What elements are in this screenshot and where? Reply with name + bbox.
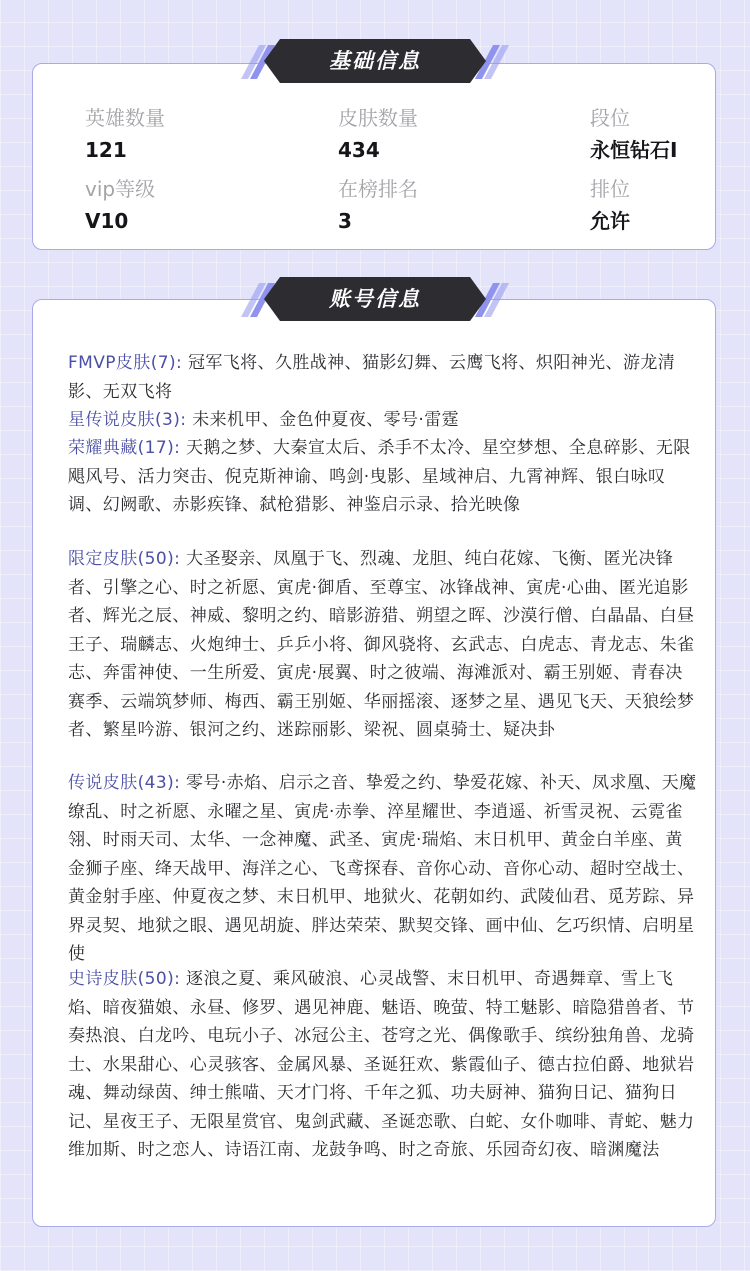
basic-info-title: 基础信息 <box>329 49 421 73</box>
stat-value: 3 <box>338 209 352 233</box>
skin-section-legend <box>68 769 698 969</box>
section-label: 荣耀典藏(17): <box>68 438 181 458</box>
section-items: 冠军飞将、久胜战神、猫影幻舞、云鹰飞将、炽阳神光、游龙清影、无双飞将 <box>68 353 676 402</box>
section-items: 大圣娶亲、凤凰于飞、烈魂、龙胆、纯白花嫁、飞衡、匿光决锋者、引擎之心、时之祈愿、寅虎·御盾、至尊宝、冰锋战神、寅虎·心曲、匿光追影者、辉光之辰、神威、黎明之约、暗影游猎、朔望之晖、沙漠行僧、白晶晶、白昼王子、瑞麟志、火炮绅士、乒乒小将、御风骁将、玄武志、白虎志、青龙志、朱雀志、奔雷神使、一生所爱、寅虎·展翼、时之彼端、海滩派对、霸王别姬、青春决赛季、云端筑梦师、梅西、霸王别姬、华丽摇滚、逐梦之星、遇见飞天、天狼绘梦者、繁星吟游、银河之约、迷踪丽影、梁祝、圆桌骑士、疑决卦 <box>68 549 695 740</box>
stat-value: 永恒钻石I <box>590 138 678 162</box>
account-info-banner <box>246 275 504 325</box>
section-label: 限定皮肤(50): <box>68 549 181 569</box>
stat-value: 允许 <box>590 209 630 233</box>
stat-label: 段位 <box>590 106 630 130</box>
skin-section-glory-collection <box>68 434 698 520</box>
stat-leaderboard-rank <box>338 176 418 234</box>
stat-vip-level <box>85 176 155 234</box>
stat-label: 皮肤数量 <box>338 106 418 130</box>
section-items: 零号·赤焰、启示之音、挚爱之约、挚爱花嫁、补天、凤求凰、天魔缭乱、时之祈愿、永曜之星、寅虎·赤拳、淬星耀世、李逍遥、祈雪灵祝、云霓雀翎、时雨天司、太华、一念神魔、武圣、寅虎·瑞焰、末日机甲、黄金白羊座、黄金狮子座、绛天战甲、海洋之心、飞鸢探春、音你心动、音你心动、超时空战士、黄金射手座、仲夏夜之梦、末日机甲、地狱火、花朝如约、武陵仙君、觅芳踪、异界灵契、地狱之眼、遇见胡旋、胖达荣荣、默契交锋、画中仙、乞巧织情、启明星使 <box>68 773 697 964</box>
stat-value: 434 <box>338 138 380 162</box>
section-label: 传说皮肤(43): <box>68 773 181 793</box>
stat-rank-tier <box>590 105 677 163</box>
skin-section-limited <box>68 545 698 745</box>
section-label: FMVP皮肤(7): <box>68 353 183 373</box>
skin-section-epic <box>68 965 698 1165</box>
stat-hero-count <box>85 105 165 163</box>
stat-label: 在榜排名 <box>338 177 418 201</box>
stat-value: 121 <box>85 138 127 162</box>
section-items: 未来机甲、金色仲夏夜、零号·雷霆 <box>192 410 460 430</box>
stat-label: vip等级 <box>85 177 156 201</box>
stat-value: V10 <box>85 209 129 233</box>
basic-info-card <box>32 63 716 250</box>
section-label: 星传说皮肤(3): <box>68 410 187 430</box>
account-info-title: 账号信息 <box>329 287 421 311</box>
skin-section-fmvp <box>68 349 698 406</box>
stat-skin-count <box>338 105 418 163</box>
section-items: 逐浪之夏、乘风破浪、心灵战警、末日机甲、奇遇舞章、雪上飞焰、暗夜猫娘、永昼、修罗、遇见神鹿、魅语、晚萤、特工魅影、暗隐猎兽者、节奏热浪、白龙吟、电玩小子、冰冠公主、苍穹之光、偶像歌手、缤纷独角兽、龙骑士、水果甜心、心灵骇客、金属风暴、圣诞狂欢、紫霞仙子、德古拉伯爵、地狱岩魂、舞动绿茵、绅士熊喵、天才门将、千年之狐、功夫厨神、猫狗日记、猫狗日记、星夜王子、无限星赏官、鬼剑武藏、圣诞恋歌、白蛇、女仆咖啡、青蛇、魅力维加斯、时之恋人、诗语江南、龙鼓争鸣、时之奇旅、乐园奇幻夜、暗渊魔法 <box>68 969 695 1160</box>
basic-info-banner <box>246 37 504 87</box>
stat-label: 英雄数量 <box>85 106 165 130</box>
section-items: 天鹅之梦、大秦宣太后、杀手不太冷、星空梦想、全息碎影、无限飓风号、活力突击、倪克斯神谕、鸣剑·曳影、星域神启、九霄神辉、银白咏叹调、幻阙歌、赤影疾锋、弑枪猎影、神鉴启示录、拾光映像 <box>68 438 691 515</box>
section-label: 史诗皮肤(50): <box>68 969 181 989</box>
skin-section-star-legend <box>68 406 698 435</box>
stat-ranked-allowed <box>590 176 630 234</box>
stat-label: 排位 <box>590 177 630 201</box>
